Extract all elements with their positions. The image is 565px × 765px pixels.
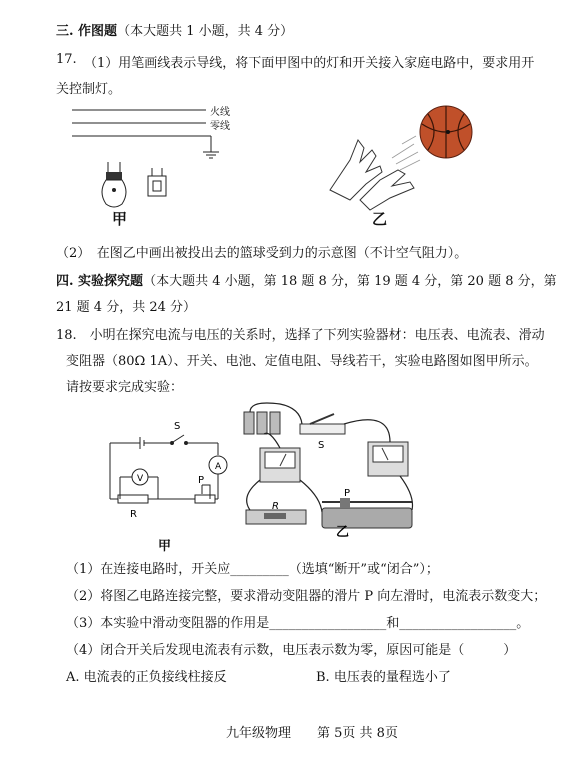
circuit-label-p: P (198, 475, 205, 486)
rheostat-symbol (195, 495, 215, 503)
q18-sub1: （1）在连接电路时，开关应_________（选填“断开”或“闭合”）； (66, 562, 439, 577)
circuit-label-s: S (174, 421, 181, 432)
apparatus-label-r: R (272, 501, 279, 512)
hands-icon (330, 140, 414, 210)
apparatus-yi-caption: 乙 (336, 525, 350, 540)
apparatus-label-s: S (318, 440, 325, 451)
section4-note-line2: 21 题 4 分，共 24 分） (56, 300, 197, 315)
q17-part2: （2） 在图乙中画出被投出去的篮球受到力的示意图（不计空气阻力）。 (56, 246, 468, 261)
basketball-icon (420, 106, 472, 158)
q17-number: 17. (56, 52, 77, 67)
figure-jia-caption: 甲 (112, 210, 128, 228)
page-footer: 九年级物理 第 5页 共 8页 (226, 726, 398, 741)
switch-symbol (173, 435, 184, 442)
q18-option-b: B. 电压表的量程选小了 (316, 670, 451, 685)
section3-title: 三. 作图题 (56, 24, 118, 39)
circuit-label-r: R (130, 509, 137, 520)
bulb-icon (102, 162, 126, 207)
q18-sub3: （3）本实验中滑动变阻器的作用是__________________和__________________。 (66, 616, 530, 631)
switch-icon (148, 168, 166, 196)
circuit-jia-caption: 甲 (158, 539, 172, 554)
resistor-apparatus-icon (246, 510, 306, 524)
figure-yi-caption: 乙 (372, 210, 388, 228)
live-wire-label: 火线 (210, 107, 230, 118)
section4-title: 四. 实验探究题 (56, 274, 144, 289)
switch-apparatus-icon (300, 414, 345, 434)
q17-part1-line1: （1）用笔画线表示导线，将下面甲图中的灯和开关接入家庭电路中，要求用开 (84, 56, 535, 71)
figure-yi-throw (310, 100, 510, 225)
q17-part1-line2: 关控制灯。 (56, 82, 122, 97)
motion-lines (392, 136, 420, 170)
voltmeter-apparatus-icon (260, 448, 300, 482)
section3-note: （本大题共 1 小题，共 4 分） (117, 24, 294, 39)
apparatus-figure-yi (240, 400, 450, 540)
apparatus-label-p: P (344, 488, 351, 499)
section3-header (56, 20, 293, 39)
q18-line2: 变阻器（80Ω 1A）、开关、电池、定值电阻、导线若干，实验电路图如图甲所示。 (66, 354, 538, 369)
circuit-label-v: V (137, 474, 144, 484)
q18-option-a: A. 电流表的正负接线柱接反 (66, 670, 227, 685)
q18-sub2: （2）将图乙电路连接完整，要求滑动变阻器的滑片 P 向左滑时，电流表示数变大； (66, 589, 547, 604)
resistor-symbol (118, 495, 148, 503)
neutral-wire-label: 零线 (210, 121, 230, 132)
section4-header (56, 270, 557, 289)
q18-line3: 请按要求完成实验： (66, 380, 184, 395)
ammeter-apparatus-icon (368, 442, 408, 476)
circuit-label-a: A (215, 462, 222, 472)
battery-pack-icon (244, 412, 280, 434)
section4-note-line1: （本大题共 4 小题，第 18 题 8 分，第 19 题 4 分，第 20 题 8 分，第 (143, 274, 557, 289)
q18-sub4: （4）闭合开关后发现电流表有示数，电压表示数为零，原因可能是（ ） (66, 643, 517, 658)
q18-line1: 18. 小明在探究电流与电压的关系时，选择了下列实验器材：电压表、电流表、滑动 (56, 328, 545, 343)
rheostat-apparatus-icon (322, 498, 412, 528)
circuit-diagram-jia (100, 415, 240, 525)
